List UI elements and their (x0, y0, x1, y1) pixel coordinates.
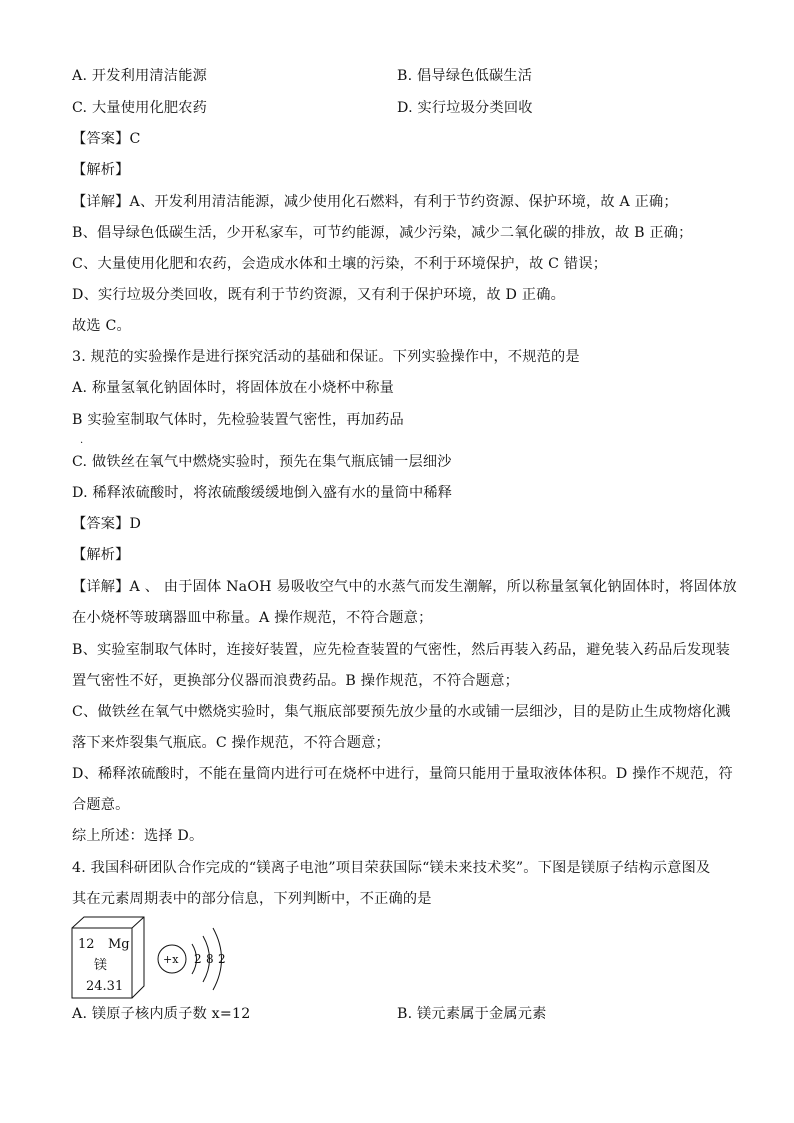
q3-detail-line: C、做铁丝在氧气中燃烧实验时，集气瓶底部要预先放少量的水或铺一层细沙，目的是防止生成物熔化溅 (72, 704, 731, 720)
stray-mark: . (80, 435, 84, 446)
q3-option-a: A. 称量氢氧化钠固体时，将固体放在小烧杯中称量 (72, 380, 395, 396)
q2-option-b: B. 倡导绿色低碳生活 (397, 68, 533, 84)
q3-detail-line: B、实验室制取气体时，连接好装置，应先检查装置的气密性，然后再装入药品，避免装入药品后发现装 (72, 642, 731, 658)
q3-option-b: B 实验室制取气体时，先检验装置气密性，再加药品 (72, 412, 404, 428)
q3-stem: 3. 规范的实验操作是进行探究活动的基础和保证。下列实验操作中，不规范的是 (72, 349, 580, 365)
q3-detail-line: 落下来炸裂集气瓶底。C 操作规范，不符合题意； (72, 735, 390, 751)
q3-analysis-heading: 【解析】 (72, 547, 130, 563)
q2-detail-line: B、倡导绿色低碳生活，少开私家车，可节约能源，减少污染，减少二氧化碳的排放，故 B 正确； (72, 225, 693, 241)
q2-option-d: D. 实行垃圾分类回收 (397, 100, 533, 116)
q3-option-d: D. 稀释浓硫酸时，将浓硫酸缓缓地倒入盛有水的量筒中稀释 (72, 485, 453, 501)
q2-detail-line: C、大量使用化肥和农药，会造成水体和土壤的污染，不利于环境保护，故 C 错误； (72, 256, 608, 272)
q4-option-a: A. 镁原子核内质子数 x=12 (72, 1006, 251, 1022)
q2-analysis-heading: 【解析】 (72, 162, 130, 178)
q3-detail-line: 【详解】A 、 由于固体 NaOH 易吸收空气中的水蒸气而发生潮解，所以称量氢氧化钠固体时，将固体放 (72, 579, 737, 595)
q3-detail-line: 合题意。 (72, 797, 130, 813)
q4-option-b: B. 镁元素属于金属元素 (397, 1006, 547, 1022)
shell-electron-count: 8 (206, 952, 214, 966)
q3-option-c: C. 做铁丝在氧气中燃烧实验时，预先在集气瓶底铺一层细沙 (72, 454, 452, 470)
atomic-number: 12 (78, 937, 95, 952)
q2-detail-line: D、实行垃圾分类回收，既有利于节约资源，又有利于保护环境，故 D 正确。 (72, 287, 565, 303)
magnesium-figure (72, 916, 242, 1002)
atomic-mass: 24.31 (86, 979, 124, 994)
q3-detail-line: 置气密性不好，更换部分仪器而浪费药品。B 操作规范，不符合题意； (72, 673, 519, 689)
q2-detail-line: 【详解】A、开发利用清洁能源，减少使用化石燃料，有利于节约资源、保护环境，故 A 正确； (72, 194, 678, 210)
q2-answer: 【答案】C (72, 131, 141, 147)
q4-stem-line-1: 4. 我国科研团队合作完成的“镁离子电池”项目荣获国际“镁未来技术奖”。下图是镁原子结构示意图及 (72, 860, 711, 876)
q4-stem-line-2: 其在元素周期表中的部分信息，下列判断中，不正确的是 (72, 891, 432, 907)
nucleus-charge: +x (163, 953, 179, 966)
q3-conclusion: 综上所述：选择 D。 (72, 828, 204, 844)
element-name: 镁 (94, 958, 108, 973)
q2-option-c: C. 大量使用化肥农药 (72, 100, 208, 116)
element-symbol: Mg (108, 937, 130, 952)
q2-option-a: A. 开发利用清洁能源 (72, 68, 207, 84)
q2-conclusion: 故选 C。 (72, 318, 131, 334)
q3-detail-line: 在小烧杯等玻璃器皿中称量。A 操作规范，不符合题意； (72, 610, 433, 626)
q3-answer: 【答案】D (72, 516, 142, 532)
shell-electron-count: 2 (218, 952, 226, 966)
magnesium-figure-svg (72, 916, 242, 1002)
shell-electron-count: 2 (194, 952, 202, 966)
q3-detail-line: D、稀释浓硫酸时，不能在量筒内进行可在烧杯中进行，量筒只能用于量取液体体积。D 操作不规范，符 (72, 766, 733, 782)
